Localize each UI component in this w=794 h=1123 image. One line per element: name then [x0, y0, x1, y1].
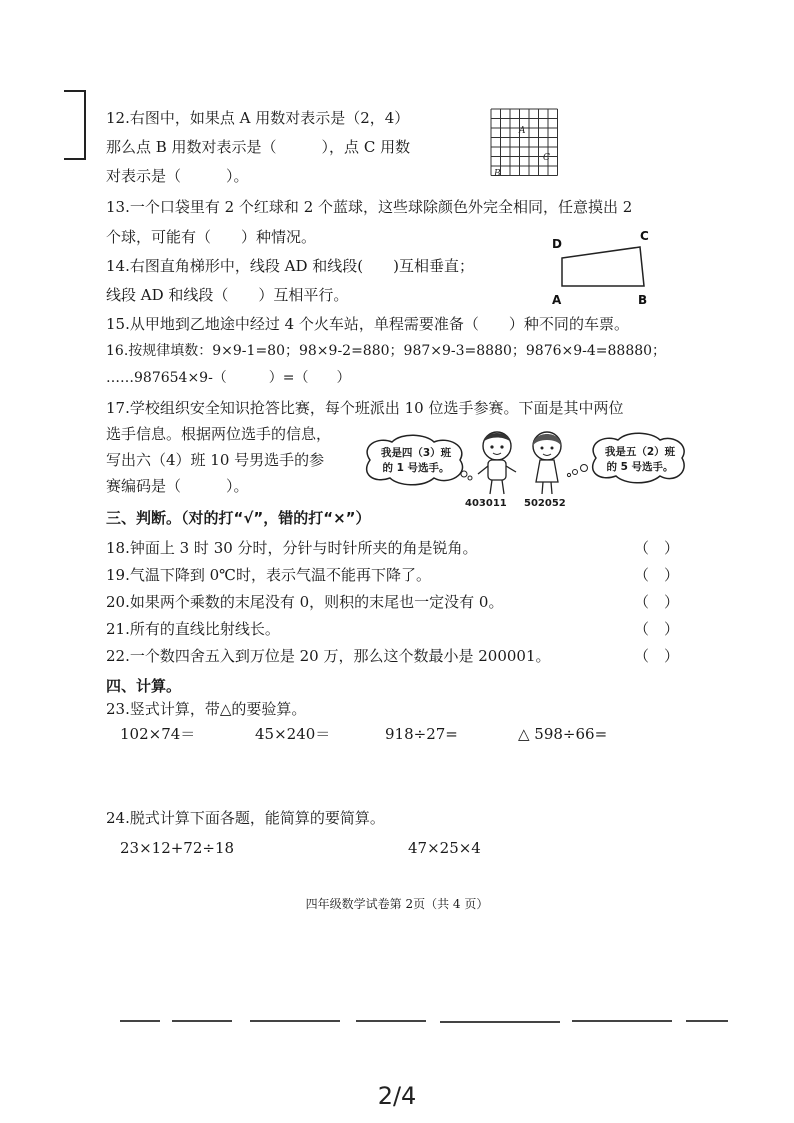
judge-answer-bracket-18[interactable]: （ ）	[634, 539, 680, 557]
q23-title: 23.竖式计算，带△的要验算。	[106, 700, 307, 718]
q16-line2: ……987654×9-（ ）=（ ）	[106, 370, 351, 386]
trapezoid-label-a: A	[552, 293, 562, 307]
bubble-right-line2: 的 5 号选手。	[606, 461, 674, 473]
q24-item-1: 23×12+72÷18	[120, 839, 235, 857]
q23-item-3: 918÷27=	[385, 725, 458, 743]
q12-line2: 那么点 B 用数对表示是（ ），点 C 用数	[106, 138, 411, 156]
q13-line2: 个球，可能有（ ）种情况。	[106, 228, 317, 246]
margin-bracket	[64, 90, 86, 160]
q24-title: 24.脱式计算下面各题，能简算的要简算。	[106, 809, 385, 827]
q13-line1: 13.一个口袋里有 2 个红球和 2 个蓝球，这些球除颜色外完全相同，任意摸出 2	[106, 198, 633, 216]
q15-line1: 15.从甲地到乙地途中经过 4 个火车站，单程需要准备（ ）种不同的车票。	[106, 315, 629, 333]
page-footer: 四年级数学试卷第 2页（共 4 页）	[305, 897, 489, 911]
judge-answer-bracket-22[interactable]: （ ）	[634, 647, 680, 665]
q23-item-4: △ 598÷66=	[518, 725, 608, 743]
coordinate-grid	[491, 109, 559, 179]
judge-answer-bracket-21[interactable]: （ ）	[634, 620, 680, 638]
judge-item-18: 18.钟面上 3 时 30 分时，分针与时针所夹的角是锐角。	[106, 539, 478, 557]
right-trapezoid-figure	[548, 228, 658, 308]
judge-answer-bracket-19[interactable]: （ ）	[634, 566, 680, 584]
judge-item-20: 20.如果两个乘数的末尾没有 0，则积的末尾也一定没有 0。	[106, 593, 504, 611]
q14-line2: 线段 AD 和线段（ ）互相平行。	[106, 286, 349, 304]
judge-item-22: 22.一个数四舍五入到万位是 20 万，那么这个数最小是 200001。	[106, 647, 551, 665]
judge-item-21: 21.所有的直线比射线长。	[106, 620, 280, 638]
grid-label-c: C	[543, 153, 550, 163]
q17-line3: 写出六（4）班 10 号男选手的参	[106, 451, 325, 469]
q17-line1: 17.学校组织安全知识抢答比赛，每个班派出 10 位选手参赛。下面是其中两位	[106, 399, 624, 417]
q17-line2: 选手信息。根据两位选手的信息，	[106, 425, 332, 443]
q12-line1: 12.右图中，如果点 A 用数对表示是（2，4）	[106, 109, 410, 127]
boy-cartoon-icon	[470, 428, 524, 498]
q16-line1: 16.按规律填数：9×9-1=80；98×9-2=880；987×9-3=8880；9876×9-4=88880；	[106, 343, 667, 359]
girl-code: 502052	[524, 498, 566, 509]
bubble-left-line2: 的 1 号选手。	[382, 462, 450, 474]
section4-title: 四、计算。	[106, 677, 182, 695]
bubble-right-line1: 我是五（2）班	[604, 446, 676, 458]
q23-item-1: 102×74＝	[120, 725, 196, 743]
q17-line4: 赛编码是（ ）。	[106, 477, 249, 495]
q14-line1: 14.右图直角梯形中，线段 AD 和线段( )互相垂直；	[106, 257, 474, 275]
judge-answer-bracket-20[interactable]: （ ）	[634, 593, 680, 611]
girl-cartoon-icon	[522, 428, 572, 498]
section3-title: 三、判断。（对的打“√”，错的打“×”）	[106, 509, 371, 527]
grid-label-b: B	[494, 169, 501, 179]
bubble-left-line1: 我是四（3）班	[380, 447, 452, 459]
grid-label-a: A	[519, 126, 526, 136]
q12-line3: 对表示是（ ）。	[106, 167, 249, 185]
scan-artifact-line	[120, 1020, 728, 1026]
trapezoid-label-b: B	[638, 293, 648, 307]
trapezoid-label-c: C	[640, 229, 649, 243]
trapezoid-label-d: D	[552, 237, 562, 251]
page-number: 2/4	[377, 1082, 417, 1110]
boy-code: 403011	[465, 498, 507, 509]
q23-item-2: 45×240＝	[255, 725, 331, 743]
q24-item-2: 47×25×4	[408, 839, 481, 857]
judge-item-19: 19.气温下降到 0℃时，表示气温不能再下降了。	[106, 566, 431, 584]
